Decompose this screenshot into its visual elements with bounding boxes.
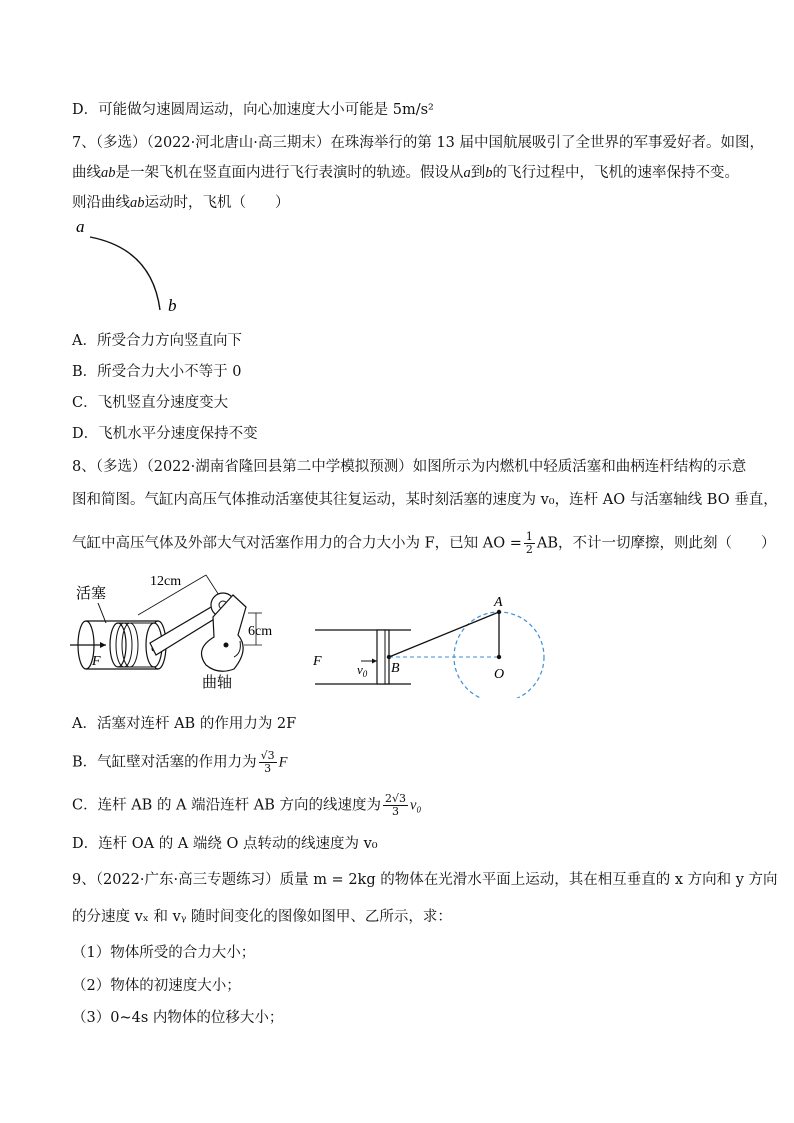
q7-fig-label-a: a bbox=[76, 217, 85, 236]
q7-option-b: B．所受合力大小不等于 0 bbox=[72, 364, 242, 380]
q7-fig-label-b: b bbox=[168, 296, 177, 315]
q8-label-6cm: 6cm bbox=[248, 624, 273, 639]
q8-label-12cm: 12cm bbox=[150, 574, 182, 589]
q9-item-1: （1）物体所受的合力大小； bbox=[72, 945, 256, 961]
q8-option-c bbox=[72, 793, 421, 818]
q7-text: 的飞行过程中，飞机的速率保持不变。 bbox=[492, 165, 739, 181]
q8-frac-num: 1 bbox=[525, 530, 533, 543]
q8-label-B: B bbox=[391, 661, 400, 676]
q9-stem-line2: 的分速度 vₓ 和 vᵧ 随时间变化的图像如图甲、乙所示，求： bbox=[72, 909, 452, 925]
q7-var-b: b bbox=[485, 165, 493, 181]
q7-option-a: A．所受合力方向竖直向下 bbox=[72, 333, 242, 349]
q8-label-piston: 活塞 bbox=[76, 586, 107, 602]
q8-simplified-diagram bbox=[305, 588, 550, 698]
q8-option-d: D．连杆 OA 的 A 端绕 O 点转动的线速度为 v₀ bbox=[72, 836, 378, 852]
q7-var-a: a bbox=[463, 165, 471, 181]
q8-engine-schematic bbox=[68, 565, 288, 695]
q8-optc-fraction bbox=[383, 793, 408, 818]
q6-option-d: D．可能做匀速圆周运动，向心加速度大小可能是 5m/s² bbox=[72, 102, 434, 118]
q9-item-3: （3）0~4s 内物体的位移大小； bbox=[72, 1010, 284, 1026]
q7-var-ab: ab bbox=[101, 165, 116, 181]
q7-stem-line1: 7、（多选）（2022·河北唐山·高三期末）在珠海举行的第 13 届中国航展吸引了全世界的军事爱好者。如图， bbox=[72, 135, 765, 151]
q8-frac-den: 2 bbox=[525, 543, 533, 556]
q8-label-F-diagram: F bbox=[313, 654, 322, 669]
q7-stem-line2 bbox=[72, 163, 739, 183]
q7-text: 则沿曲线 bbox=[72, 195, 130, 211]
q8-option-a: A．活塞对连杆 AB 的作用力为 2F bbox=[72, 716, 297, 732]
q8-label-A: A bbox=[494, 595, 503, 610]
q8-label-O: O bbox=[494, 667, 505, 682]
q7-option-c: C．飞机竖直分速度变大 bbox=[72, 395, 229, 411]
q7-text: 到 bbox=[470, 165, 486, 181]
q8-stem-line2: 图和简图。气缸内高压气体推动活塞使其往复运动，某时刻活塞的速度为 v₀，连杆 AO 与活塞轴线 BO 垂直， bbox=[72, 492, 778, 508]
q7-trajectory-figure bbox=[70, 215, 200, 320]
q7-option-d: D．飞机水平分速度保持不变 bbox=[72, 426, 258, 442]
q7-text: 曲线 bbox=[72, 165, 101, 181]
q8-text: 气缸中高压气体及外部大气对活塞作用力的合力大小为 F，已知 AO = bbox=[72, 535, 522, 552]
q8-text: AB，不计一切摩擦，则此刻（ ） bbox=[536, 535, 776, 552]
q7-text: 是一架飞机在竖直面内进行飞行表演时的轨迹。假设从 bbox=[115, 165, 464, 181]
q8-label-crank: 曲轴 bbox=[202, 675, 233, 691]
q7-stem-line3 bbox=[72, 193, 290, 213]
q8-optb-num: √3 bbox=[260, 749, 275, 762]
q8-optc-den: 3 bbox=[391, 805, 399, 818]
q8-label-F-schematic: F bbox=[92, 654, 101, 669]
q7-text: 运动时，飞机（ ） bbox=[144, 195, 290, 211]
q8-optb-var: F bbox=[278, 754, 288, 771]
q8-optb-den: 3 bbox=[264, 762, 272, 775]
q9-item-2: （2）物体的初速度大小； bbox=[72, 978, 241, 994]
q8-stem-line1: 8、（多选）（2022·湖南省隆回县第二中学模拟预测）如图所示为内燃机中轻质活塞和曲柄连杆结构的示意 bbox=[72, 459, 747, 475]
q8-stem-line3 bbox=[72, 531, 776, 556]
q8-fraction-half bbox=[524, 531, 535, 556]
q8-optc-num: 2√3 bbox=[384, 792, 406, 805]
q7-trajectory-curve bbox=[90, 237, 160, 310]
q8-optb-fraction bbox=[259, 750, 277, 775]
q7-var-ab: ab bbox=[130, 195, 145, 211]
q8-label-v0: $v_0$ bbox=[357, 662, 368, 679]
q8-optb-text: B．气缸壁对活塞的作用力为 bbox=[72, 754, 257, 771]
q9-stem-line1: 9、（2022·广东·高三专题练习）质量 m = 2kg 的物体在光滑水平面上运动，其在相互垂直的 x 方向和 y 方向 bbox=[72, 872, 778, 888]
q8-optc-text: C．连杆 AB 的 A 端沿连杆 AB 方向的线速度为 bbox=[72, 797, 381, 814]
q8-option-b bbox=[72, 750, 288, 775]
q8-optc-var: v₀ bbox=[410, 797, 422, 814]
